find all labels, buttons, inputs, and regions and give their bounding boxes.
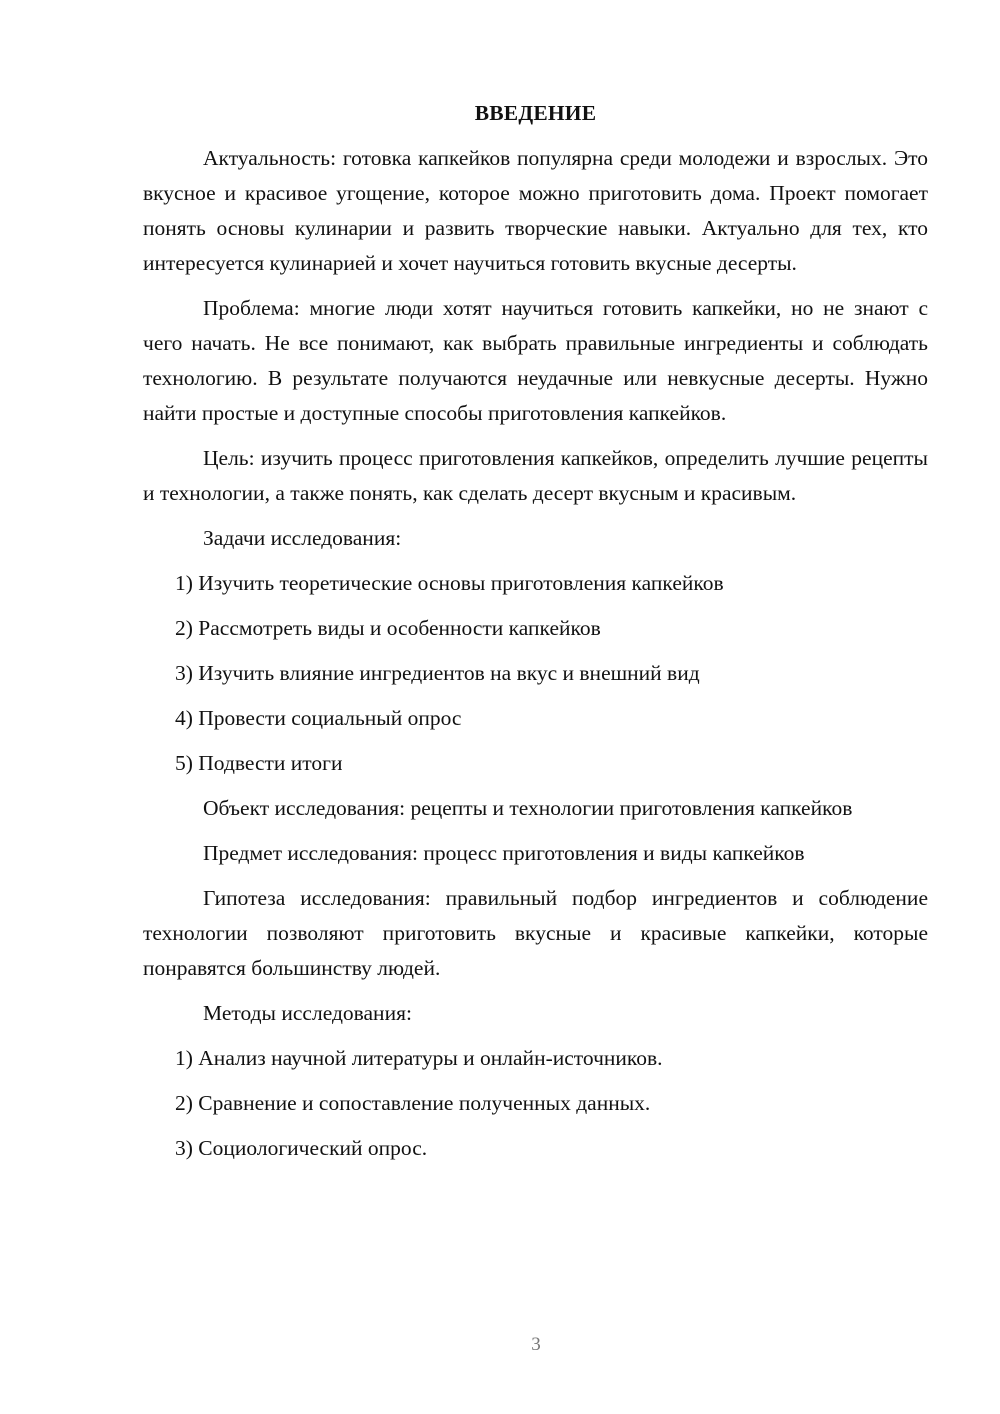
object-paragraph: Объект исследования: рецепты и технологии приготовления капкейков: [203, 796, 853, 820]
relevance-paragraph: Актуальность: готовка капкейков популярна среди молодежи и взрослых. Это вкусное и красивое угощение, которое можно приготовить дома. Проект помогает понять основы кулинарии и развить творческие навыки. Актуально для тех, кто интересуется кулинарией и хочет научиться готовить вкусные десерты.: [143, 146, 928, 275]
page-title: ВВЕДЕНИЕ: [474, 101, 597, 125]
task-item-4: 4) Провести социальный опрос: [175, 706, 462, 730]
method-item-1: 1) Анализ научной литературы и онлайн-источников.: [175, 1046, 663, 1070]
method-item-3: 3) Социологический опрос.: [175, 1136, 428, 1160]
tasks-heading: Задачи исследования:: [203, 526, 402, 550]
problem-paragraph: Проблема: многие люди хотят научиться готовить капкейки, но не знают с чего начать. Не все понимают, как выбрать правильные ингредиенты и соблюдать технологию. В результате получаются неудачные или невкусные десерты. Нужно найти простые и доступные способы приготовления капкейков.: [143, 296, 928, 425]
methods-heading: Методы исследования:: [203, 1001, 412, 1025]
task-item-2: 2) Рассмотреть виды и особенности капкейков: [175, 616, 601, 640]
task-item-5: 5) Подвести итоги: [175, 751, 343, 775]
task-item-3: 3) Изучить влияние ингредиентов на вкус и внешний вид: [175, 661, 700, 685]
page-number: 3: [531, 1334, 541, 1355]
task-item-1: 1) Изучить теоретические основы приготовления капкейков: [175, 571, 724, 595]
document-page: [143, 96, 928, 1176]
subject-paragraph: Предмет исследования: процесс приготовления и виды капкейков: [203, 841, 805, 865]
method-item-2: 2) Сравнение и сопоставление полученных данных.: [175, 1091, 651, 1115]
goal-paragraph: Цель: изучить процесс приготовления капкейков, определить лучшие рецепты и технологии, а также понять, как сделать десерт вкусным и красивым.: [143, 446, 928, 505]
hypothesis-paragraph: Гипотеза исследования: правильный подбор ингредиентов и соблюдение технологии позволяют приготовить вкусные и красивые капкейки, которые понравятся большинству людей.: [143, 886, 928, 980]
